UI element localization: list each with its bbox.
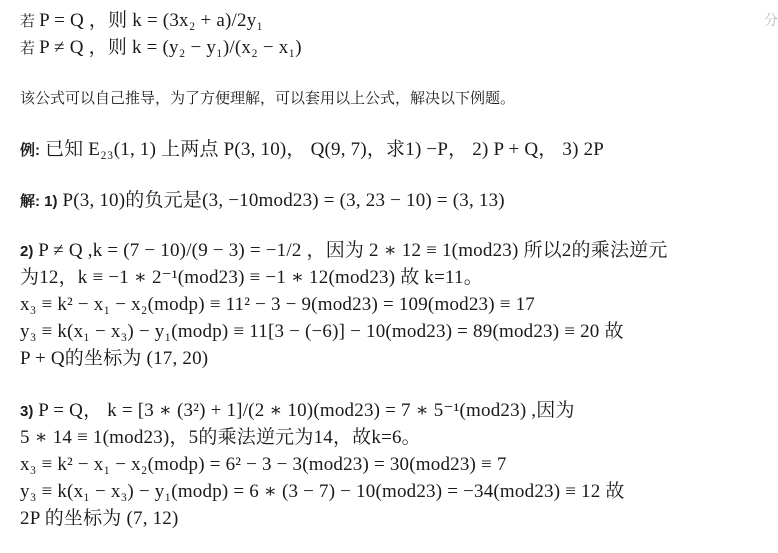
example-label: 例: (20, 142, 40, 159)
corner-glyph: 分 (764, 13, 778, 29)
part-label: 2) (20, 243, 34, 260)
solution-text: P = Q， k = [3 ∗ (3²) + 1]/(2 ∗ 10)(mod23) = 7 ∗ 5⁻¹(mod23) ,因为 (33, 400, 575, 421)
solution-part2-y3: y₃ ≡ k(x₁ − x₃) − y₁(modp) ≡ 11[3 − (−6)] − 10(mod23) = 89(mod23) ≡ 20 故 (20, 321, 624, 342)
formula-text: P = Q ，则 k = (3x₂ + a)/2y₁ (39, 10, 264, 31)
example-statement (20, 138, 604, 162)
formula-text: P ≠ Q ，则 k = (y₂ − y₁)/(x₂ − x₁) (39, 37, 302, 58)
solution-part3-x3: x₃ ≡ k² − x₁ − x₂(modp) = 6² − 3 − 3(mod23) = 30(mod23) ≡ 7 (20, 454, 507, 475)
formula-prefix: 若 (20, 40, 40, 57)
solution-part1 (20, 189, 505, 213)
formula-equal-case (20, 9, 263, 33)
solution-part3-y3: y₃ ≡ k(x₁ − x₃) − y₁(modp) = 6 ∗ (3 − 7) − 10(mod23) = −34(mod23) ≡ 12 故 (20, 481, 625, 502)
example-text: 已知 E₂₃(1, 1) 上两点 P(3, 10)， Q(9, 7)，求1) −P， 2) P + Q， 3) 2P (40, 139, 605, 160)
solution-part2-line1 (20, 239, 668, 263)
solution-part3-result: 2P 的坐标为 (7, 12) (20, 508, 179, 529)
solution-text: P(3, 10)的负元是(3, −10mod23) = (3, 23 − 10) = (3, 13) (57, 190, 505, 211)
part-label: 3) (20, 403, 34, 420)
solution-part3-line1 (20, 399, 575, 423)
solution-part2-line2: 为12，k ≡ −1 ∗ 2⁻¹(mod23) ≡ −1 ∗ 12(mod23) 故 k=11。 (20, 267, 483, 288)
solution-label: 解: 1) (20, 193, 58, 210)
formula-prefix: 若 (20, 13, 40, 30)
solution-text: P ≠ Q ,k = (7 − 10)/(9 − 3) = −1/2 ，因为 2 ∗ 12 ≡ 1(mod23) 所以2的乘法逆元 (33, 240, 668, 261)
solution-part2-result: P + Q的坐标为 (17, 20) (20, 348, 209, 369)
solution-part2-x3: x₃ ≡ k² − x₁ − x₂(modp) ≡ 11² − 3 − 9(mod23) = 109(mod23) ≡ 17 (20, 294, 535, 315)
solution-part3-line2: 5 ∗ 14 ≡ 1(mod23)，5的乘法逆元为14，故k=6。 (20, 427, 421, 448)
formula-unequal-case (20, 36, 302, 60)
intro-paragraph: 该公式可以自己推导，为了方便理解，可以套用以上公式，解决以下例题。 (20, 90, 516, 107)
